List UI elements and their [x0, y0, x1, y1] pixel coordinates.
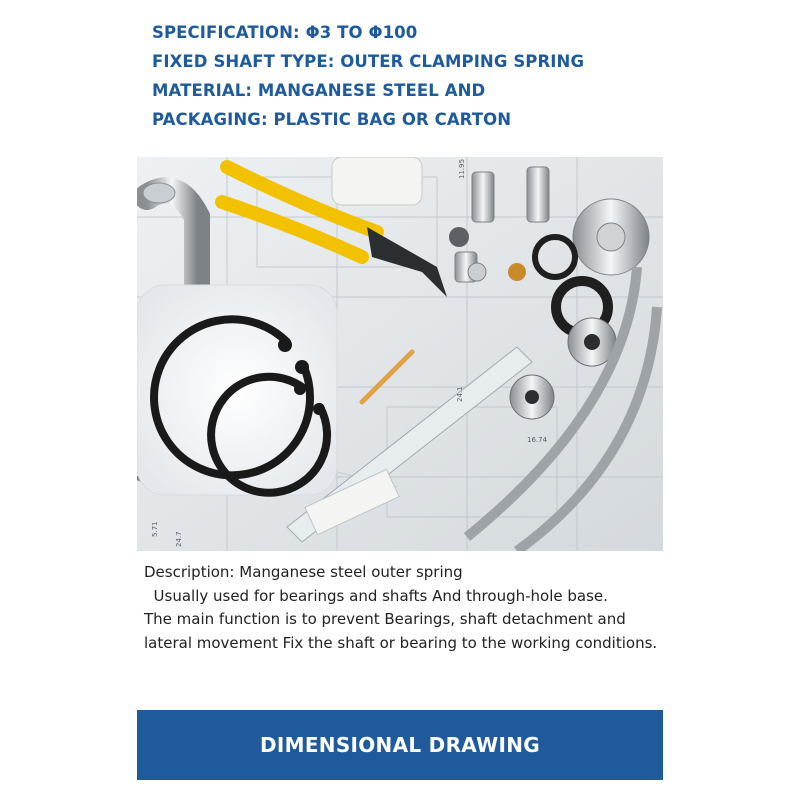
product-photo	[137, 157, 663, 551]
photo-label-3: 16.74	[527, 436, 548, 444]
description-line-4: lateral movement Fix the shaft or bearing to the working conditions.	[144, 633, 658, 652]
photo-label-2: 24.1	[456, 386, 464, 402]
photo-label-1: 11.95	[458, 158, 466, 179]
spec-specification: SPECIFICATION: Φ3 TO Φ100	[152, 23, 418, 42]
spec-shaft-type: FIXED SHAFT TYPE: OUTER CLAMPING SPRING	[152, 52, 585, 71]
dimensional-drawing-banner	[137, 710, 663, 780]
spec-material: MATERIAL: MANGANESE STEEL AND	[152, 81, 486, 100]
photo-label-4: 5.71	[151, 521, 159, 537]
specification-list	[152, 18, 712, 134]
retaining-ring-inset	[137, 285, 337, 495]
description-line-2: Usually used for bearings and shafts And through-hole base.	[144, 586, 608, 605]
product-description	[144, 561, 764, 655]
banner-title: DIMENSIONAL DRAWING	[259, 733, 541, 757]
description-line-3: The main function is to prevent Bearings, shaft detachment and	[144, 610, 626, 628]
product-photo-illustration	[137, 157, 663, 551]
spec-packaging: PACKAGING: PLASTIC BAG OR CARTON	[152, 110, 512, 129]
photo-label-5: 24.7	[175, 531, 183, 547]
description-line-1: Description: Manganese steel outer spring	[144, 563, 463, 581]
